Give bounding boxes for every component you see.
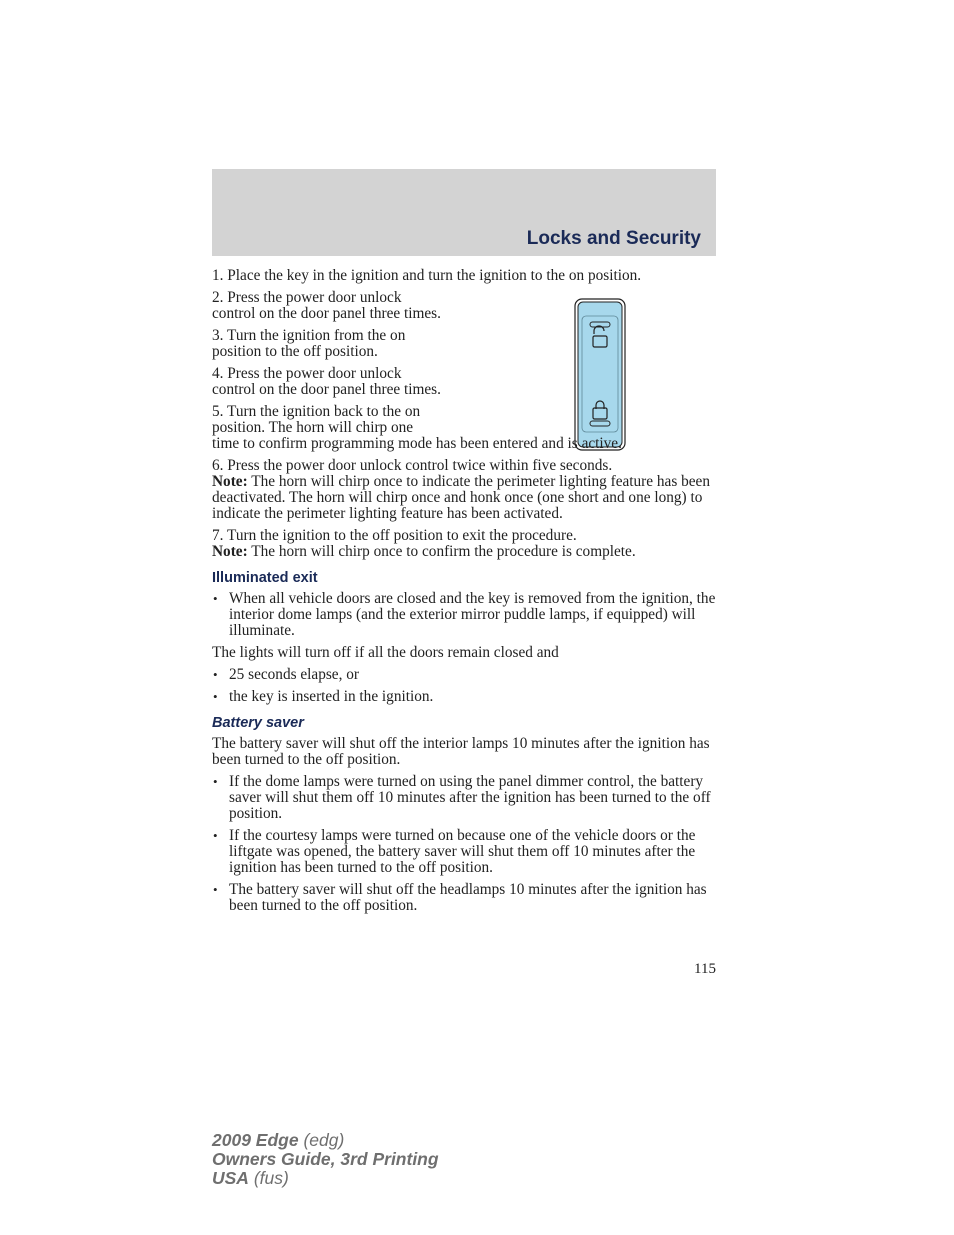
- list-item: [212, 689, 716, 705]
- note-text: The horn will chirp once to confirm the procedure is complete.: [247, 543, 636, 560]
- illuminated-exit-list: [212, 591, 716, 639]
- list-item: [212, 591, 716, 639]
- bullet-glyph: •: [213, 882, 218, 897]
- step-4: 4. Press the power door unlock control on the door panel three times.: [212, 365, 441, 398]
- step-5: [212, 404, 716, 452]
- battery-saver-intro: The battery saver will shut off the interior lamps 10 minutes after the ignition has been turned to the off position.: [212, 735, 710, 768]
- list-item-text: the key is inserted in the ignition.: [229, 688, 434, 705]
- list-item: [212, 828, 716, 876]
- bullet-glyph: •: [213, 774, 218, 789]
- bullet-glyph: •: [213, 667, 218, 682]
- list-item-text: The battery saver will shut off the headlamps 10 minutes after the ignition has been turned to the off position.: [229, 881, 707, 914]
- section-header-band: [212, 169, 716, 256]
- note-label: Note:: [212, 543, 248, 560]
- step-7: [212, 528, 716, 560]
- footer-line-1: [212, 1131, 439, 1150]
- step-2: 2. Press the power door unlock control on the door panel three times.: [212, 289, 441, 322]
- note-label: Note:: [212, 473, 248, 490]
- bullet-glyph: •: [213, 591, 218, 606]
- list-item: [212, 774, 716, 822]
- footer-line-3: [212, 1169, 439, 1188]
- list-item-text: If the dome lamps were turned on using the panel dimmer control, the battery saver will shut them off 10 minutes after the ignition has been turned to the off position.: [229, 773, 711, 822]
- lights-off-text: The lights will turn off if all the doors remain closed and: [212, 644, 559, 661]
- list-item: [212, 882, 716, 914]
- battery-saver-heading: Battery saver: [212, 715, 304, 731]
- step-3: 3. Turn the ignition from the on position to the off position.: [212, 327, 406, 360]
- step-5-part1: 5. Turn the ignition back to the on position. The horn will chirp one: [212, 403, 421, 436]
- step-1: 1. Place the key in the ignition and turn the ignition to the on position.: [212, 267, 642, 284]
- section-title: Locks and Security: [526, 228, 701, 249]
- bullet-glyph: •: [213, 828, 218, 843]
- footer-market-code: (fus): [248, 1168, 289, 1188]
- footer-market: USA: [212, 1168, 249, 1188]
- battery-saver-list: [212, 774, 716, 914]
- lights-off-conditions: [212, 667, 716, 705]
- step-7-text: 7. Turn the ignition to the off position to exit the procedure.: [212, 527, 577, 544]
- list-item: [212, 667, 716, 683]
- step-6-text: 6. Press the power door unlock control twice within five seconds.: [212, 457, 613, 474]
- illuminated-exit-heading: Illuminated exit: [212, 570, 318, 586]
- step-6: [212, 458, 716, 522]
- step-5-part2: time to confirm programming mode has been entered and is active.: [212, 435, 622, 452]
- footer-line-2: Owners Guide, 3rd Printing: [212, 1149, 439, 1169]
- list-item-text: If the courtesy lamps were turned on because one of the vehicle doors or the liftgate was opened, the battery saver will shut them off 10 minutes after the ignition has been turned to the off position.: [229, 827, 696, 876]
- list-item-text: 25 seconds elapse, or: [229, 666, 359, 683]
- page-body: [212, 268, 716, 920]
- list-item-text: When all vehicle doors are closed and the key is removed from the ignition, the interior dome lamps (and the exterior mirror puddle lamps, if equipped) will illuminate.: [229, 590, 716, 639]
- note-text: The horn will chirp once to indicate the perimeter lighting feature has been deactivated. The horn will chirp once and honk once (one short and one long) to indicate the perimeter lighting feature has been activated.: [212, 473, 710, 522]
- bullet-glyph: •: [213, 689, 218, 704]
- page-number: 115: [694, 961, 716, 977]
- footer-model-code: (edg): [298, 1130, 345, 1150]
- footer-model: 2009 Edge: [212, 1130, 299, 1150]
- footer: [212, 1131, 439, 1188]
